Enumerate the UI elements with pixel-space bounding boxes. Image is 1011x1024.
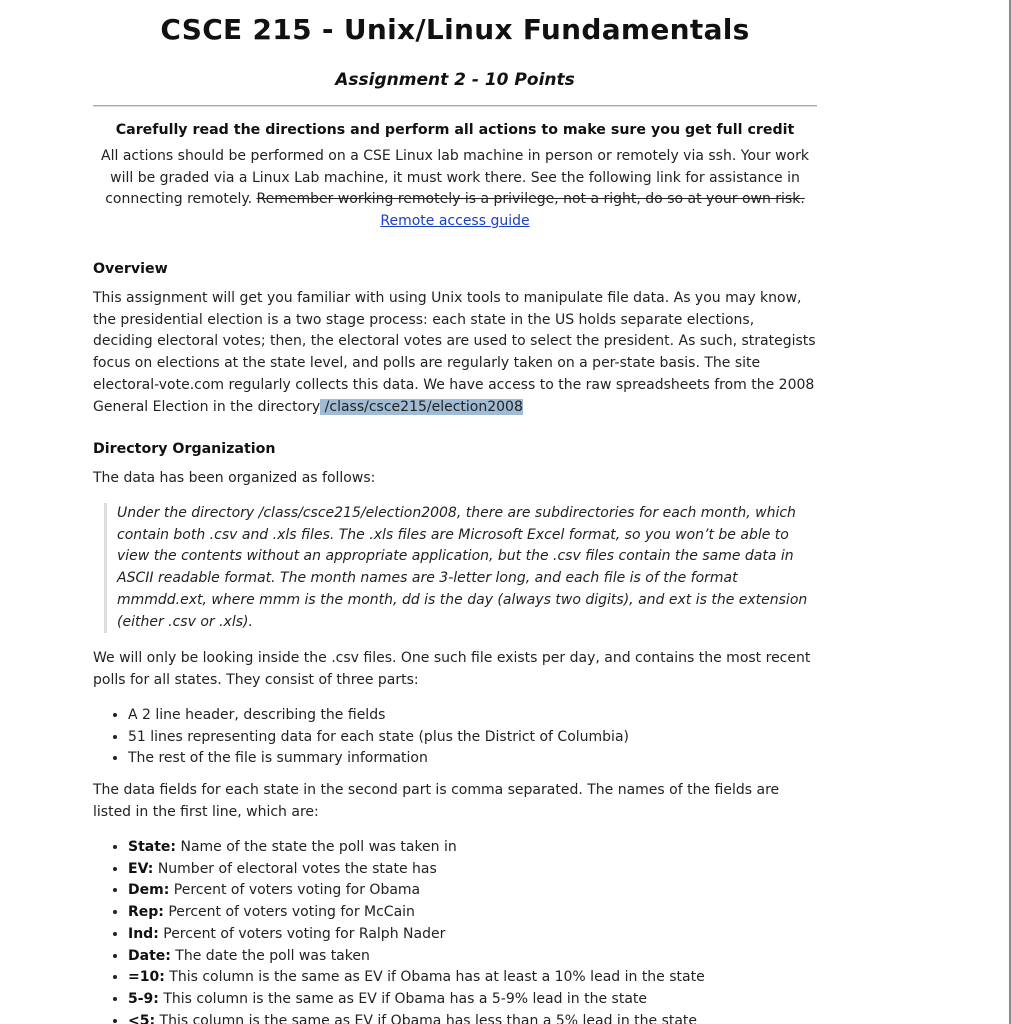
file-parts-list [93,705,818,770]
field-name: Dem: [128,882,170,899]
list-item [128,924,818,946]
field-desc: This column is the same as EV if Obama has at least a 10% lead in the state [164,969,705,986]
field-desc: Number of electoral votes the state has [153,860,437,877]
page-subtitle: Assignment 2 - 10 Points [335,70,575,90]
field-desc: The date the poll was taken [170,947,370,964]
horizontal-rule [93,105,817,107]
directions-strikethrough: Remember working remotely is a privilege, not a right, do so at your own risk. [256,191,805,208]
list-item [128,1011,818,1024]
fields-note: The data fields for each state in the second part is comma separated. The names of the fields are listed in the first line, which are: [93,782,780,820]
overview-paragraph [93,288,817,418]
field-name: Date: [128,947,171,964]
page-title: CSCE 215 - Unix/Linux Fundamentals [160,13,750,46]
field-name: 5-9: [128,990,159,1007]
list-item: • The rest of the file is summary information [128,748,818,770]
field-desc: This column is the same as EV if Obama has less than a 5% lead in the state [155,1012,698,1024]
remote-access-link[interactable]: Remote access guide [380,213,530,230]
list-item [128,880,818,902]
directory-blockquote: Under the directory /class/csce215/election2008, there are subdirectories for each month, which contain both .csv and .xls files. The .xls files are Microsoft Excel format, so you won’t be able to view the contents without an appropriate application, but the .csv files contain the same data in ASCII readable format. The month names are 3-letter long, and each file is of the format mmmdd.ext, where mmm is the month, dd is the day (always two digits), and ext is the extension (either .csv or .xls). [104,503,817,633]
field-name: Rep: [128,904,164,921]
directory-intro: The data has been organized as follows: [93,470,376,486]
field-desc: This column is the same as EV if Obama has a 5-9% lead in the state [158,990,648,1007]
field-desc: Name of the state the poll was taken in [176,839,457,855]
directory-organization-heading: Directory Organization [93,441,276,457]
field-name: EV: [128,860,154,877]
field-desc: Percent of voters voting for McCain [163,904,415,921]
csv-note: We will only be looking inside the .csv files. One such file exists per day, and contains the most recent polls for all states. They consist of three parts: [93,650,811,688]
list-item [128,967,818,989]
list-item: • 51 lines representing data for each state (plus the District of Columbia) [128,727,818,749]
field-name: <5: [128,1012,156,1024]
list-item [128,989,818,1011]
list-item [128,837,818,859]
overview-body: This assignment will get you familiar with using Unix tools to manipulate file data. As you may know, the presidential election is a two stage process: each state in the US holds separate elections, deciding electoral votes; then, the electoral votes are used to select the president. As such, strategists focus on elections at the state level, and polls are regularly taken on a per-state basis. The site electoral-vote.com regularly collects this data. We have access to the raw spreadsheets from the 2008 General Election in the directory [93,290,816,415]
fields-list [93,837,818,1024]
field-name: =10: [128,969,165,986]
directions-heading: Carefully read the directions and perform all actions to make sure you get full credit [115,122,795,138]
field-desc: Percent of voters voting for Ralph Nader [158,925,446,942]
list-item: • A 2 line header, describing the fields [128,705,818,727]
list-item [128,859,818,881]
directions-block [93,122,817,233]
list-item [128,946,818,968]
list-item [128,902,818,924]
directions-text [93,146,817,233]
election-directory-highlight: /class/csce215/election2008 [320,398,523,415]
directions-body: All actions should be performed on a CSE Linux lab machine in person or remotely via ssh. Your work will be graded via a Linux Lab machine, it must work there. See the following link for assistance in connecting remotely. [101,148,809,208]
field-desc: Percent of voters voting for Obama [169,882,421,899]
field-name: Ind: [128,925,159,942]
field-name: State: [128,839,177,855]
overview-heading: Overview [93,261,168,277]
